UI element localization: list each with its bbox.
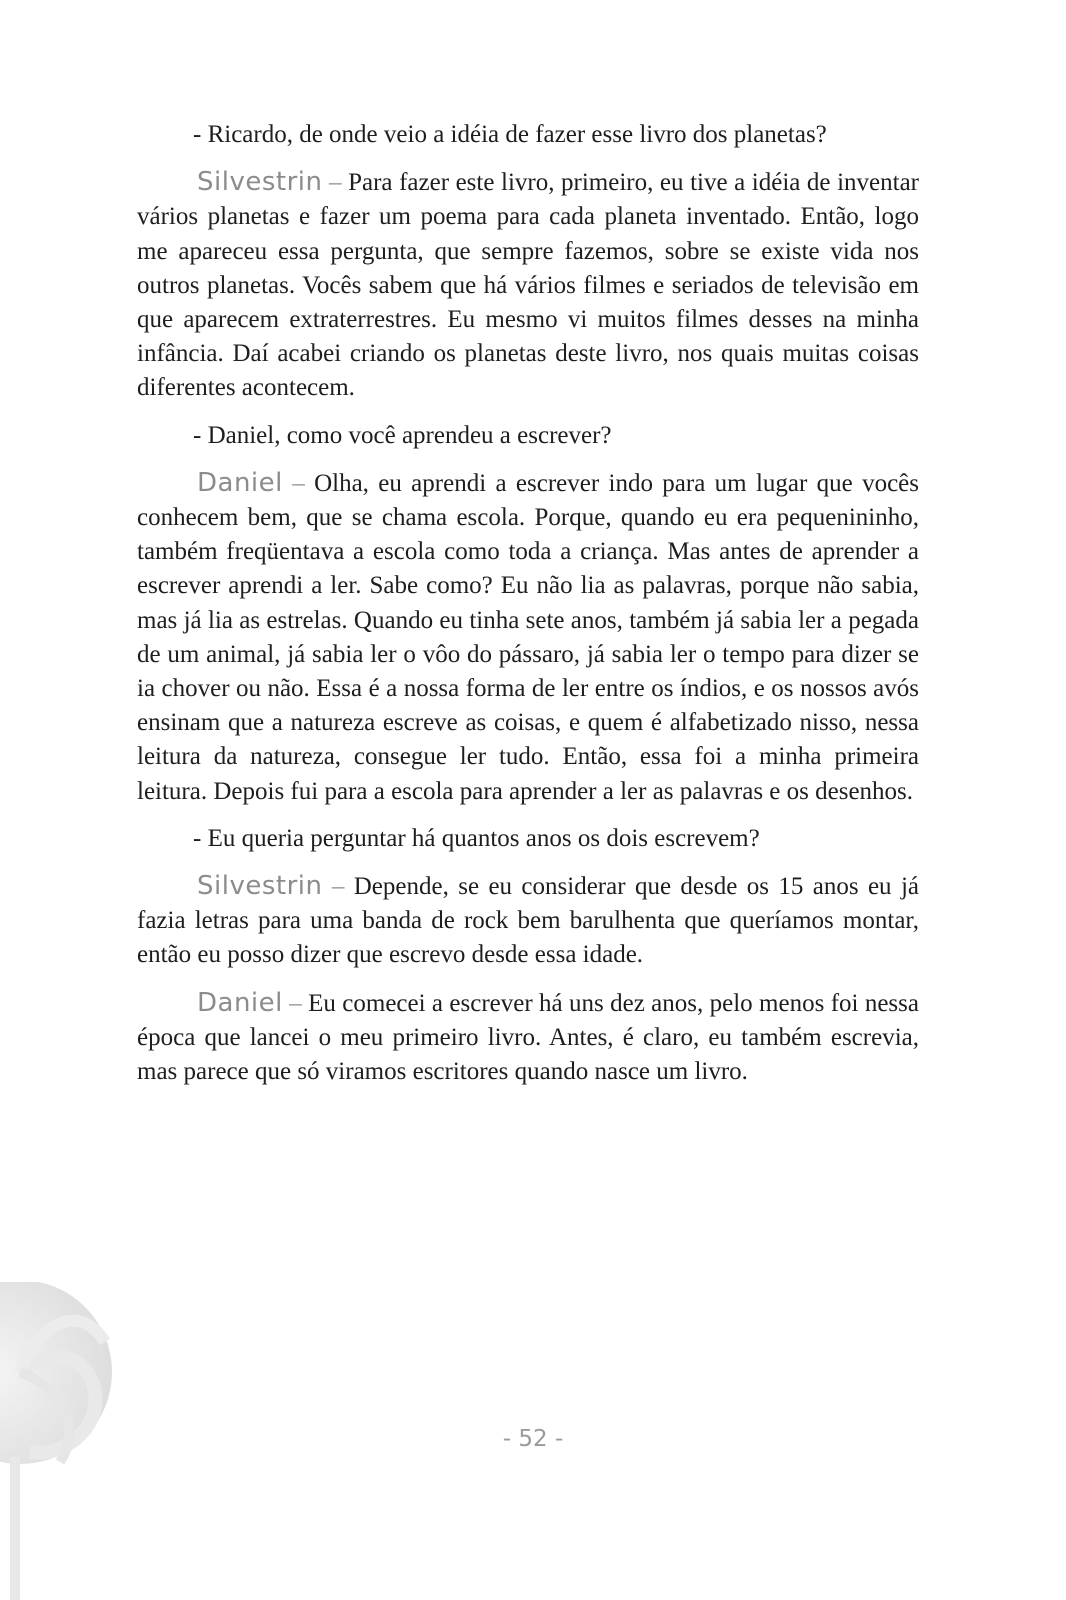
interview-answer — [137, 466, 919, 809]
paragraph-text: Olha, eu aprendi a escrever indo para um lugar que vocês conhecem bem, que se chama escola. Porque, quando eu era pequenininho, também freqüentava a escola como toda a criança. Mas antes de aprender a escrever aprendi a ler. Sabe como? Eu não lia as palavras, porque não sabia, mas já lia as estrelas. Quando eu tinha sete anos, também já sabia ler a pegada de um animal, já sabia ler o vôo do pássaro, já sabia ler o tempo para dizer se ia chover ou não. Essa é a nossa forma de ler entre os índios, e os nossos avós ensinam que a natureza escreve as coisas, e quem é alfabetizado nisso, nessa leitura da natureza, consegue ler tudo. Então, essa foi a minha primeira leitura. Depois fui para a escola para aprender a ler as palavras e os desenhos. — [137, 469, 920, 805]
speaker-name: Daniel — [197, 467, 283, 498]
speaker-dash: – — [292, 469, 305, 497]
interview-question — [137, 118, 919, 152]
page-number: - 52 - — [502, 1426, 564, 1452]
speaker-dash: – — [289, 989, 302, 1017]
interview-answer — [137, 986, 919, 1090]
speaker-dash: – — [329, 169, 342, 197]
speaker-dash: – — [331, 873, 345, 901]
paragraph-text: Depende, se eu considerar que desde os 15 anos eu já fazia letras para uma banda de rock bem barulhenta que queríamos montar, então eu posso dizer que escrevo desde essa idade. — [137, 873, 919, 969]
paragraph-text: - Daniel, como você aprendeu a escrever? — [193, 421, 612, 449]
paragraph-text: Eu comecei a escrever há uns dez anos, pelo menos foi nessa época que lancei o meu primeiro livro. Antes, é claro, eu também escrevia, mas parece que só viramos escritores quando nasce um livro. — [137, 989, 919, 1086]
interview-question — [137, 419, 919, 453]
speaker-name: Daniel — [197, 987, 283, 1018]
paragraph-text: - Eu queria perguntar há quantos anos os dois escrevem? — [193, 824, 760, 852]
interview-answer — [137, 869, 919, 973]
text-column — [137, 118, 919, 1102]
paragraph-text: Para fazer este livro, primeiro, eu tive a idéia de inventar vários planetas e fazer um poema para cada planeta inventado. Então, logo me apareceu essa pergunta, que sempre fazemos, sobre se existe vida nos outros planetas. Vocês sabem que há vários filmes e seriados de televisão em que aparecem extraterrestres. Eu mesmo vi muitos filmes desses na minha infância. Daí acabei criando os planetas deste livro, nos quais muitas coisas diferentes acontecem. — [137, 169, 919, 402]
speaker-name: Silvestrin — [197, 871, 323, 902]
paragraph-text: - Ricardo, de onde veio a idéia de fazer esse livro dos planetas? — [193, 121, 827, 148]
speaker-name: Silvestrin — [197, 167, 323, 198]
interview-answer — [137, 165, 919, 405]
interview-question — [137, 822, 919, 856]
